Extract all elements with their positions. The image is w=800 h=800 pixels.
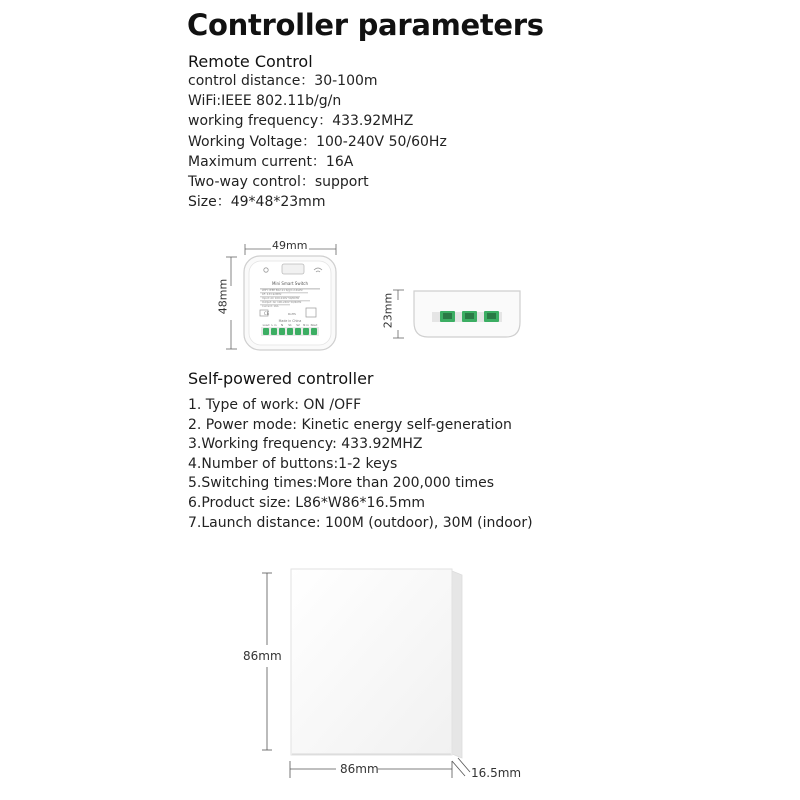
panel-height-label: 86mm	[243, 649, 282, 663]
page-title: Controller parameters	[187, 8, 544, 42]
panel-width-label: 86mm	[340, 762, 379, 776]
spec-item: 5.Switching times:More than 200,000 times	[188, 475, 495, 492]
panel-depth-label: 16.5mm	[471, 766, 522, 780]
device-spec-line: WIFI: IEEE 802.11 b/g/n 2.4GHz	[262, 289, 303, 292]
device-spec-line: Output: AC 100-240V 50/60Hz	[262, 301, 302, 304]
spec-item: Two-way control：support	[188, 173, 369, 190]
spec-item: 1. Type of work: ON /OFF	[188, 397, 362, 413]
spec-item: WiFi:IEEE 802.11b/g/n	[188, 93, 342, 110]
spec-item: 3.Working frequency: 433.92MHZ	[188, 436, 423, 453]
terminal-label: S1	[288, 323, 292, 327]
switch-width-label: 49mm	[272, 239, 308, 252]
ce-mark: CE	[264, 311, 270, 316]
terminal-label: N	[280, 323, 284, 327]
terminal-label: L in	[271, 323, 277, 327]
device-name-text: Mini Smart Switch	[271, 281, 309, 286]
spec-item: Working Voltage：100-240V 50/60Hz	[188, 133, 447, 150]
spec-item: 6.Product size: L86*W86*16.5mm	[188, 494, 425, 511]
spec-item: control distance：30-100m	[188, 73, 378, 89]
spec-item: Maximum current：16A	[188, 153, 354, 170]
terminal-label: N in	[303, 323, 309, 327]
spec-item: 7.Launch distance: 100M (outdoor), 30M (indoor)	[188, 514, 533, 531]
device-spec-line: RF: 433.92MHz	[262, 293, 282, 296]
rohs-mark: RoHS	[288, 312, 296, 316]
switch-height-label: 48mm	[216, 278, 230, 315]
spec-item: 2. Power mode: Kinetic energy self-generation	[188, 416, 512, 433]
made-in-text: Made in China	[278, 319, 302, 323]
terminal-label: Nout	[310, 323, 318, 327]
switch-depth-label: 23mm	[381, 292, 395, 329]
terminal-label: Load	[262, 323, 270, 327]
spec-item: 4.Number of buttons:1-2 keys	[188, 455, 398, 472]
spec-item: working frequency：433.92MHZ	[188, 113, 414, 130]
spec-item: Size：49*48*23mm	[188, 194, 326, 211]
device-spec-line: Input: AC 100-240V 50/60Hz	[262, 297, 300, 300]
self-powered-heading: Self-powered controller	[188, 369, 374, 388]
device-spec-line: Current: 16A	[262, 305, 279, 308]
terminal-label: S2	[296, 323, 300, 327]
remote-control-heading: Remote Control	[188, 52, 313, 71]
